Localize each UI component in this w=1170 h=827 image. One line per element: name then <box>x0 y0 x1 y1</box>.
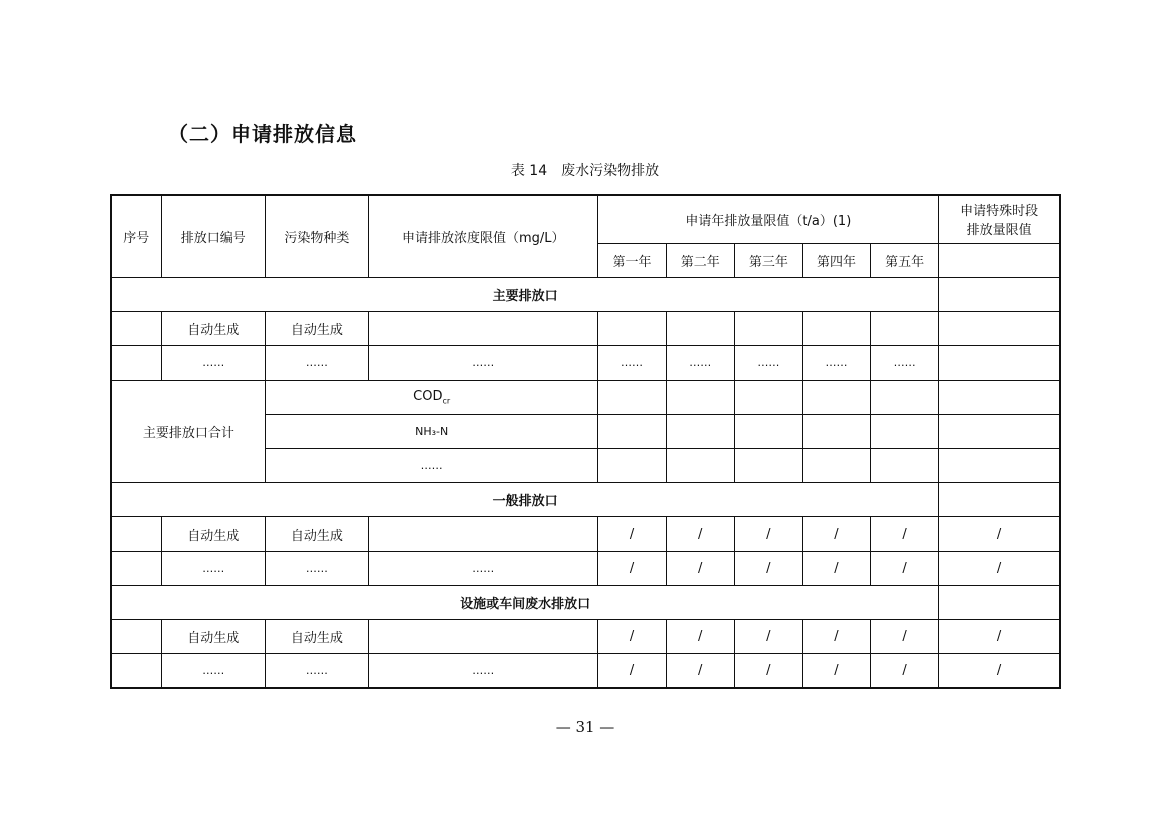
header-year-5: 第五年 <box>871 243 939 277</box>
header-outlet-code: 排放口编号 <box>161 195 265 277</box>
auto-generated-cell: 自动生成 <box>265 620 368 654</box>
slash-cell: / <box>802 620 870 654</box>
main-total-nh3: NH₃-N <box>265 414 598 448</box>
header-pollutant: 污染物种类 <box>265 195 368 277</box>
ellipsis-cell: …… <box>802 346 870 380</box>
auto-generated-cell: 自动生成 <box>161 517 265 551</box>
slash-cell: / <box>598 517 666 551</box>
main-total-row-cod <box>111 380 1060 414</box>
slash-cell: / <box>939 620 1060 654</box>
ellipsis-cell: …… <box>369 654 598 688</box>
slash-cell: / <box>734 620 802 654</box>
main-total-cod: $COD_{cr}$ <box>265 380 598 414</box>
slash-cell: / <box>871 517 939 551</box>
slash-cell: / <box>802 654 870 688</box>
ellipsis-cell: …… <box>666 346 734 380</box>
table-row <box>111 654 1060 688</box>
ellipsis-cell: …… <box>265 551 368 585</box>
header-year-2: 第二年 <box>666 243 734 277</box>
slash-cell: / <box>598 654 666 688</box>
header-seq: 序号 <box>111 195 161 277</box>
auto-generated-cell: 自动生成 <box>161 312 265 346</box>
header-special-empty <box>939 243 1060 277</box>
ellipsis-cell: …… <box>265 449 598 483</box>
table-row <box>111 551 1060 585</box>
ellipsis-cell: …… <box>265 346 368 380</box>
table-row <box>111 346 1060 380</box>
slash-cell: / <box>871 551 939 585</box>
auto-generated-cell: 自动生成 <box>265 517 368 551</box>
header-year-4: 第四年 <box>802 243 870 277</box>
section-row-main <box>111 277 1060 311</box>
header-concentration: 申请排放浓度限值（mg/L） <box>369 195 598 277</box>
slash-cell: / <box>598 551 666 585</box>
header-year-1: 第一年 <box>598 243 666 277</box>
ellipsis-cell: …… <box>369 551 598 585</box>
section-row-facility <box>111 585 1060 619</box>
table-number: 表 14 <box>510 163 548 179</box>
section-label-main: 主要排放口 <box>111 277 939 311</box>
section-row-general <box>111 483 1060 517</box>
header-special-line1: 申请特殊时段 <box>960 204 1039 220</box>
table-caption <box>0 160 1170 180</box>
ellipsis-cell: …… <box>265 654 368 688</box>
slash-cell: / <box>666 551 734 585</box>
wastewater-emission-table <box>110 194 1061 689</box>
ellipsis-cell: …… <box>734 346 802 380</box>
slash-cell: / <box>734 517 802 551</box>
header-annual-limit: 申请年排放量限值（t/a）(1) <box>598 195 939 243</box>
header-year-3: 第三年 <box>734 243 802 277</box>
header-row-1 <box>111 195 1060 243</box>
ellipsis-cell: …… <box>598 346 666 380</box>
ellipsis-cell: …… <box>871 346 939 380</box>
auto-generated-cell: 自动生成 <box>265 312 368 346</box>
slash-cell: / <box>598 620 666 654</box>
slash-cell: / <box>871 654 939 688</box>
ellipsis-cell: …… <box>369 346 598 380</box>
slash-cell: / <box>734 551 802 585</box>
slash-cell: / <box>802 517 870 551</box>
main-total-label: 主要排放口合计 <box>111 380 265 483</box>
section-label-facility: 设施或车间废水排放口 <box>111 585 939 619</box>
slash-cell: / <box>939 654 1060 688</box>
page-number: — 31 — <box>555 718 615 736</box>
slash-cell: / <box>666 620 734 654</box>
ellipsis-cell: …… <box>161 346 265 380</box>
table-row <box>111 517 1060 551</box>
section-label-general: 一般排放口 <box>111 483 939 517</box>
table-row <box>111 620 1060 654</box>
section-title: （二）申请排放信息 <box>168 122 357 146</box>
table-row <box>111 312 1060 346</box>
header-special-line2: 排放量限值 <box>966 223 1032 239</box>
slash-cell: / <box>939 551 1060 585</box>
table-title: 废水污染物排放 <box>561 163 660 179</box>
slash-cell: / <box>871 620 939 654</box>
slash-cell: / <box>939 517 1060 551</box>
slash-cell: / <box>666 517 734 551</box>
slash-cell: / <box>802 551 870 585</box>
slash-cell: / <box>734 654 802 688</box>
auto-generated-cell: 自动生成 <box>161 620 265 654</box>
slash-cell: / <box>666 654 734 688</box>
ellipsis-cell: …… <box>161 654 265 688</box>
ellipsis-cell: …… <box>161 551 265 585</box>
header-special-period <box>939 195 1060 243</box>
